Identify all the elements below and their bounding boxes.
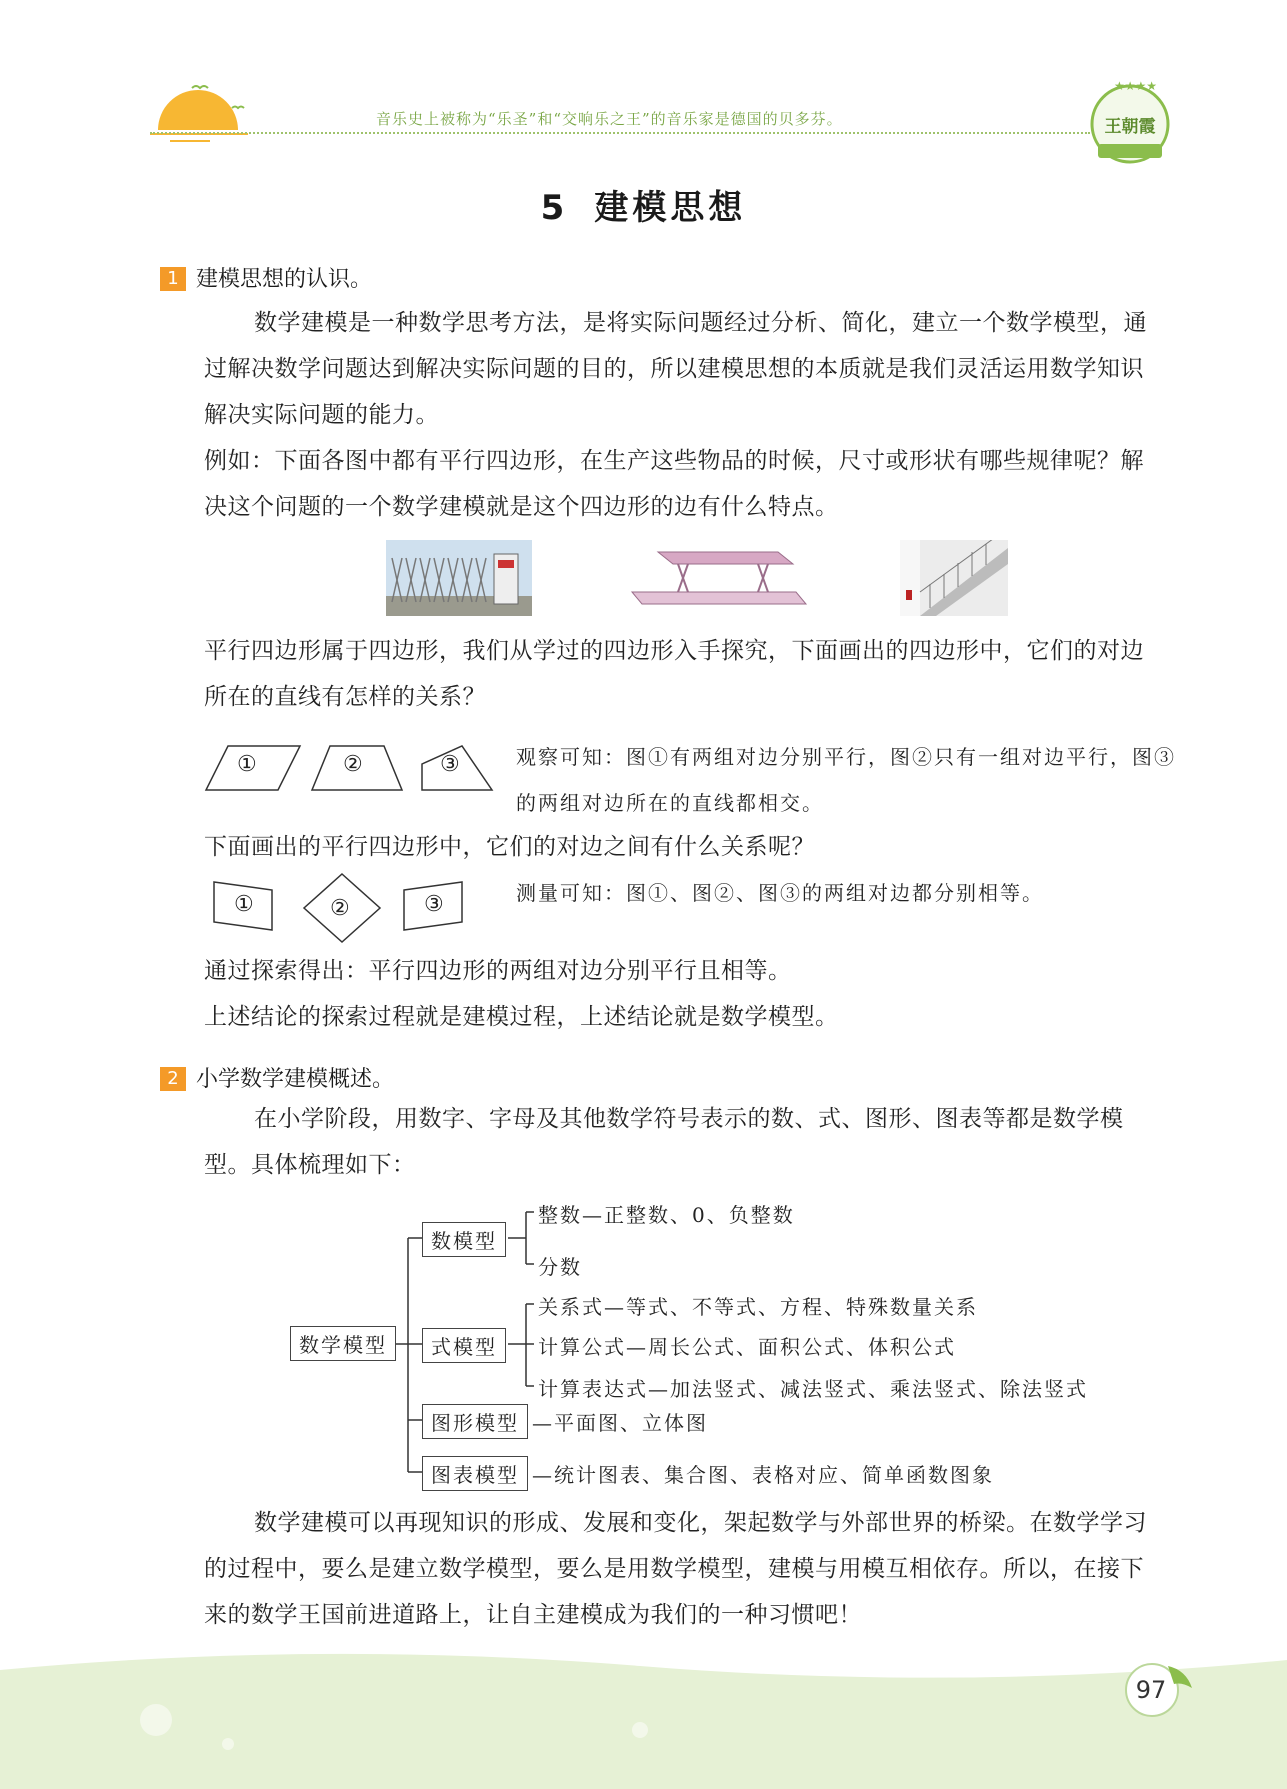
footer-background bbox=[0, 1640, 1287, 1789]
tree-leaf-formula: 计算公式—周长公式、面积公式、体积公式 bbox=[538, 1335, 956, 1359]
section-1-para-4: 下面画出的平行四边形中，它们的对边之间有什么关系呢？ bbox=[204, 834, 815, 860]
tree-node-chart-model: 图表模型 bbox=[422, 1456, 528, 1491]
figure2-label-3: ③ bbox=[424, 892, 444, 917]
figure-label-1: ① bbox=[237, 752, 257, 777]
section-2-para-1: 在小学阶段，用数字、字母及其他数学符号表示的数、式、图形、图表等都是数学模型。具体梳理如下： bbox=[204, 1106, 1124, 1178]
tree-root: 数学模型 bbox=[290, 1326, 396, 1361]
section-2-title: 小学数学建模概述。 bbox=[196, 1067, 395, 1092]
tree-leaf-expression: 计算表达式—加法竖式、减法竖式、乘法竖式、除法竖式 bbox=[538, 1377, 1088, 1401]
observation-text: 观察可知：图①有两组对边分别平行，图②只有一组对边平行，图③的两组对边所在的直线都相交。 bbox=[516, 745, 1176, 815]
figure2-label-2: ② bbox=[330, 896, 350, 921]
figure-label-3: ③ bbox=[440, 752, 460, 777]
section-1-badge: 1 bbox=[160, 267, 186, 291]
section-1-para-3: 平行四边形属于四边形，我们从学过的四边形入手探究，下面画出的四边形中，它们的对边所在的直线有怎样的关系？ bbox=[204, 638, 1144, 710]
figure2-label-1: ① bbox=[234, 892, 254, 917]
tree-node-shape-model: 图形模型 bbox=[422, 1404, 528, 1439]
section-1-title: 建模思想的认识。 bbox=[196, 267, 373, 292]
section-1-para-2: 例如：下面各图中都有平行四边形，在生产这些物品的时候，尺寸或形状有哪些规律呢？解决这个问题的一个数学建模就是这个四边形的边有什么特点。 bbox=[204, 448, 1144, 520]
section-1-para-1: 数学建模是一种数学思考方法，是将实际问题经过分析、简化，建立一个数学模型，通过解决数学问题达到解决实际问题的目的，所以建模思想的本质就是我们灵活运用数学知识解决实际问题的能力。 bbox=[204, 310, 1147, 428]
tree-leaf-relation: 关系式—等式、不等式、方程、特殊数量关系 bbox=[538, 1295, 978, 1319]
tree-leaf-integer: 整数—正整数、0、负整数 bbox=[538, 1203, 795, 1227]
brand-logo-text: 王朝霞 bbox=[1104, 117, 1156, 137]
svg-text:★★★★: ★★★★ bbox=[1114, 79, 1158, 93]
title-text: 建模思想 bbox=[594, 188, 747, 228]
header-note: 音乐史上被称为“乐圣”和“交响乐之王”的音乐家是德国的贝多芬。 bbox=[376, 110, 843, 128]
tree-node-expression-model: 式模型 bbox=[422, 1328, 506, 1363]
tree-leaf-fraction: 分数 bbox=[538, 1255, 582, 1279]
page-number: 97 bbox=[1135, 1676, 1167, 1704]
section-1-para-6: 上述结论的探索过程就是建模过程，上述结论就是数学模型。 bbox=[204, 1004, 839, 1030]
title-number: 5 bbox=[540, 188, 569, 228]
section-2-badge: 2 bbox=[160, 1067, 186, 1091]
tree-leaf-chart: —统计图表、集合图、表格对应、简单函数图象 bbox=[532, 1463, 994, 1487]
tree-leaf-shape: —平面图、立体图 bbox=[532, 1411, 708, 1435]
figure-label-2: ② bbox=[343, 752, 363, 777]
tree-node-number-model: 数模型 bbox=[422, 1222, 506, 1257]
measurement-text: 测量可知：图①、图②、图③的两组对边都分别相等。 bbox=[516, 881, 1044, 905]
section-2-para-2: 数学建模可以再现知识的形成、发展和变化，架起数学与外部世界的桥梁。在数学学习的过程中，要么是建立数学模型，要么是用数学模型，建模与用模互相依存。所以，在接下来的数学王国前进道路上，让自主建模成为我们的一种习惯吧！ bbox=[204, 1510, 1147, 1628]
section-1-para-5: 通过探索得出：平行四边形的两组对边分别平行且相等。 bbox=[204, 958, 792, 984]
